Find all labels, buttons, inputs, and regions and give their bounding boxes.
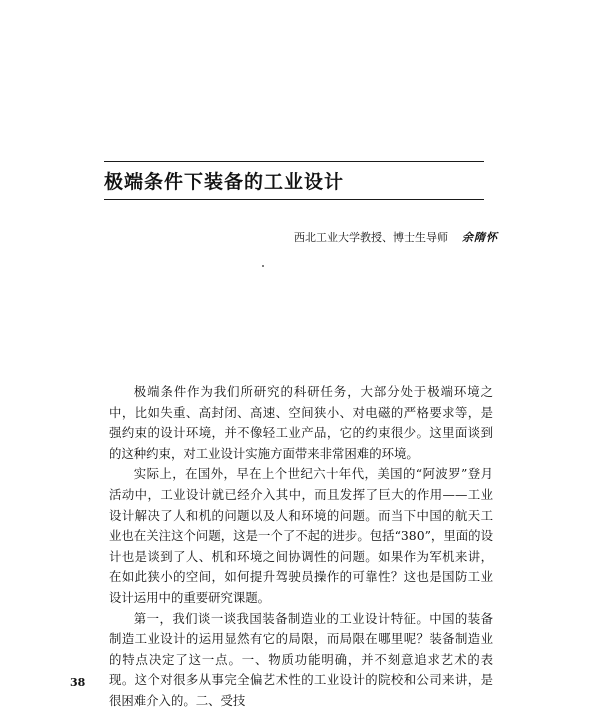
paragraph: 极端条件作为我们所研究的科研任务，大部分处于极端环境之中，比如失重、高封闭、高速、空间狭小、对电磁的严格要求等，是强约束的设计环境，并不像轻工业产品，它的约束很少。这里面谈到的这种约束，对工业设计实施方面带来非常困难的环境。 [109,384,493,461]
byline [294,229,498,245]
article-body [109,382,493,712]
article-title: 极端条件下装备的工业设计 [104,171,345,193]
author-affiliation: 西北工业大学教授、博士生导师 [294,231,448,244]
page-number: 38 [70,676,86,689]
scan-speck [262,265,264,267]
paragraph: 实际上，在国外，早在上个世纪六十年代，美国的“阿波罗”登月活动中，工业设计就已经介入其中，而且发挥了巨大的作用——工业设计解决了人和机的问题以及人和环境的问题。而当下中国的航天工业也在关注这个问题，这是一个了不起的进步。包括“380”，里面的设计也是谈到了人、机和环境之间协调性的问题。如果作为军机来讲，在如此狭小的空间，如何提升驾驶员操作的可靠性？这也是国防工业设计运用中的重要研究课题。 [109,466,493,605]
author-name: 余隋怀 [462,231,498,244]
title-bottom-rule [104,199,484,200]
paragraph: 第一，我们谈一谈我国装备制造业的工业设计特征。中国的装备制造工业设计的运用显然有它的局限，而局限在哪里呢？装备制造业的特点决定了这一点。一、物质功能明确，并不刻意追求艺术的表现。这个对很多从事完全偏艺术性的工业设计的院校和公司来讲，是很困难介入的。二、受技 [109,610,493,708]
title-top-rule [104,161,484,162]
